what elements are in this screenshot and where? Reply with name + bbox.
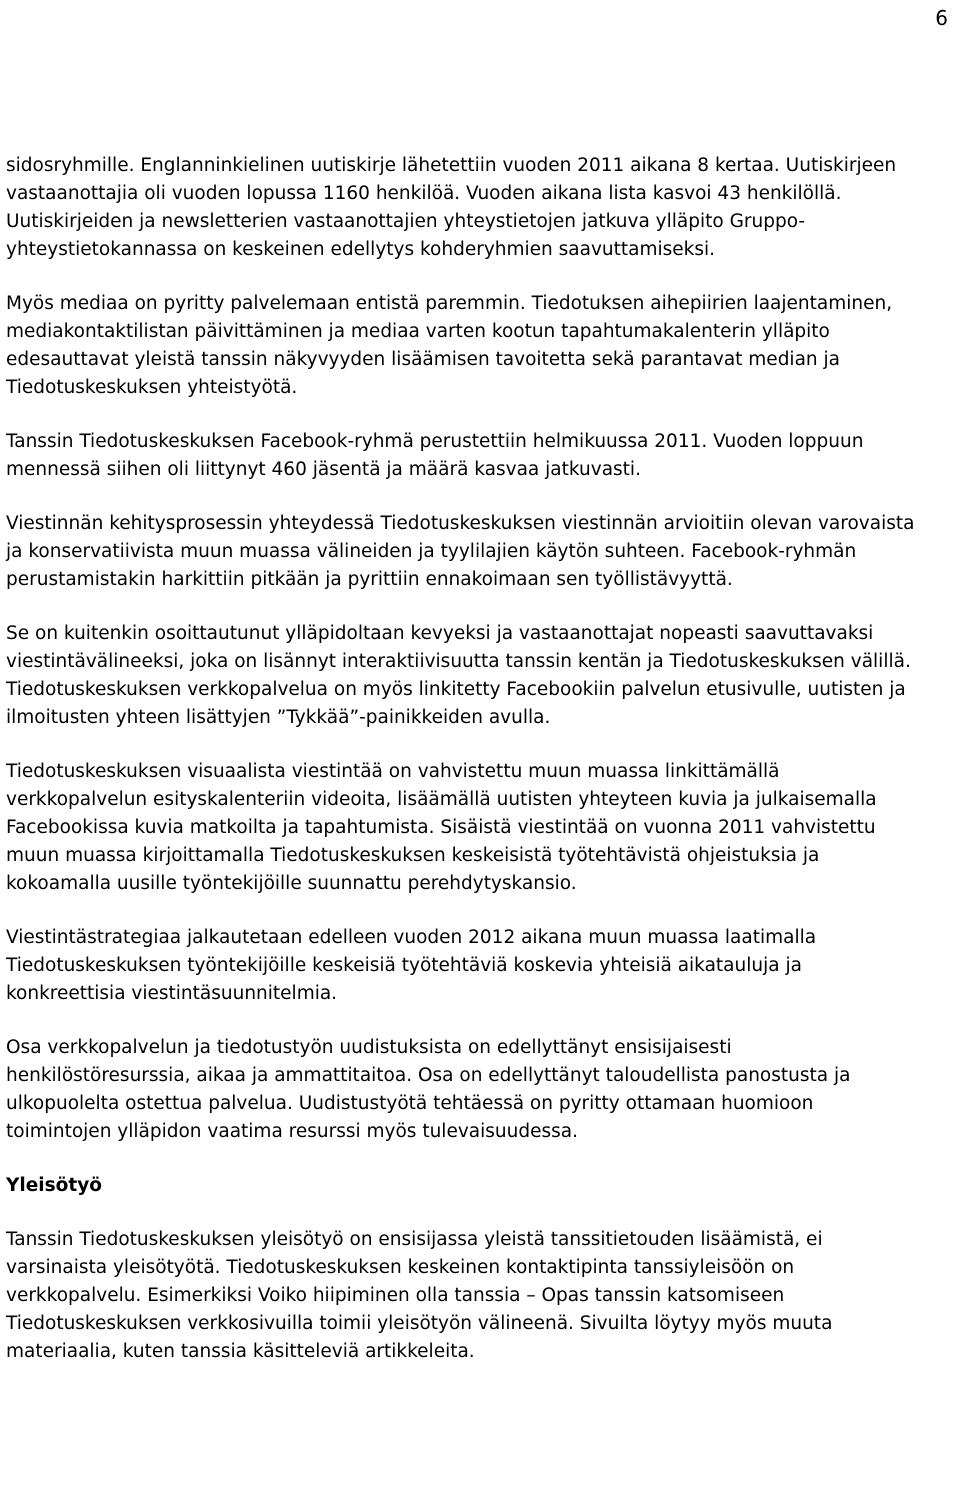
paragraph-resources: Osa verkkopalvelun ja tiedotustyön uudistuksista on edellyttänyt ensisijaisesti henkilöstöresurssia, aikaa ja ammattitaitoa. Osa on edellyttänyt taloudellista panostusta ja ulkopuolelta ostettua palvelua. Uudistustyötä tehtäessä on pyritty ottamaan huomioon toimintojen ylläpidon vaatima resurssi myös tulevaisuudessa. [6, 1037, 851, 1142]
paragraph-media: Myös mediaa on pyritty palvelemaan entistä paremmin. Tiedotuksen aihepiirien laajentaminen, mediakontaktilistan päivittäminen ja mediaa varten kootun tapahtumakalenterin ylläpito edesauttavat yleistä tanssin näkyvyyden lisäämisen tavoitetta sekä parantavat median ja Tiedotuskeskuksen yhteistyötä. [6, 293, 893, 398]
page-number: 6 [935, 6, 948, 30]
paragraph-strategy: Viestintästrategiaa jalkautetaan edelleen vuoden 2012 aikana muun muassa laatimalla Tiedotuskeskuksen työntekijöille keskeisiä työtehtäviä koskevia yhteisiä aikatauluja ja konkreettisia viestintäsuunnitelmia. [6, 927, 817, 1004]
paragraph-newsletter: sidosryhmille. Englanninkielinen uutiskirje lähetettiin vuoden 2011 aikana 8 kertaa. Uutiskirjeen vastaanottajia oli vuoden lopussa 1160 henkilöä. Vuoden aikana lista kasvoi 43 henkilöllä. Uutiskirjeiden ja newsletterien vastaanottajien yhteystietojen jatkuva ylläpito Gruppo-yhteystietokannassa on keskeinen edellytys kohderyhmien saavuttamiseksi. [6, 155, 897, 260]
paragraph-facebook-group: Tanssin Tiedotuskeskuksen Facebook-ryhmä perustettiin helmikuussa 2011. Vuoden loppuun mennessä siihen oli liittynyt 460 jäsentä ja määrä kasvaa jatkuvasti. [6, 431, 864, 480]
section-heading-yleisotyo: Yleisötyö [6, 1175, 102, 1196]
paragraph-communication-development: Viestinnän kehitysprosessin yhteydessä Tiedotuskeskuksen viestinnän arvioitiin olevan varovaista ja konservatiivista muun muassa välineiden ja tyylilajien käytön suhteen. Facebook-ryhmän perustamistakin harkittiin pitkään ja pyrittiin ennakoimaan sen työllistävyyttä. [6, 513, 915, 590]
document-body [6, 152, 916, 1392]
paragraph-audience-work: Tanssin Tiedotuskeskuksen yleisötyö on ensisijassa yleistä tanssitietouden lisäämistä, ei varsinaista yleisötyötä. Tiedotuskeskuksen keskeinen kontaktipinta tanssiyleisöön on verkkopalvelu. Esimerkiksi Voiko hiipiminen olla tanssia – Opas tanssin katsomiseen Tiedotuskeskuksen verkkosivuilla toimii yleisötyön välineenä. Sivuilta löytyy myös muuta materiaalia, kuten tanssia käsitteleviä artikkeleita. [6, 1229, 833, 1362]
paragraph-interactivity: Se on kuitenkin osoittautunut ylläpidoltaan kevyeksi ja vastaanottajat nopeasti saavuttavaksi viestintävälineeksi, joka on lisännyt interaktiivisuutta tanssin kentän ja Tiedotuskeskuksen välillä. Tiedotuskeskuksen verkkopalvelua on myös linkitetty Facebookiin palvelun etusivulle, uutisten ja ilmoitusten yhteen lisättyjen ”Tykkää”-painikkeiden avulla. [6, 623, 911, 728]
paragraph-visual-communication: Tiedotuskeskuksen visuaalista viestintää on vahvistettu muun muassa linkittämällä verkkopalvelun esityskalenteriin videoita, lisäämällä uutisten yhteyteen kuvia ja julkaisemalla Facebookissa kuvia matkoilta ja tapahtumista. Sisäistä viestintää on vuonna 2011 vahvistettu muun muassa kirjoittamalla Tiedotuskeskuksen keskeisistä työtehtävistä ohjeistuksia ja kokoamalla uusille työntekijöille suunnattu perehdytyskansio. [6, 761, 877, 894]
